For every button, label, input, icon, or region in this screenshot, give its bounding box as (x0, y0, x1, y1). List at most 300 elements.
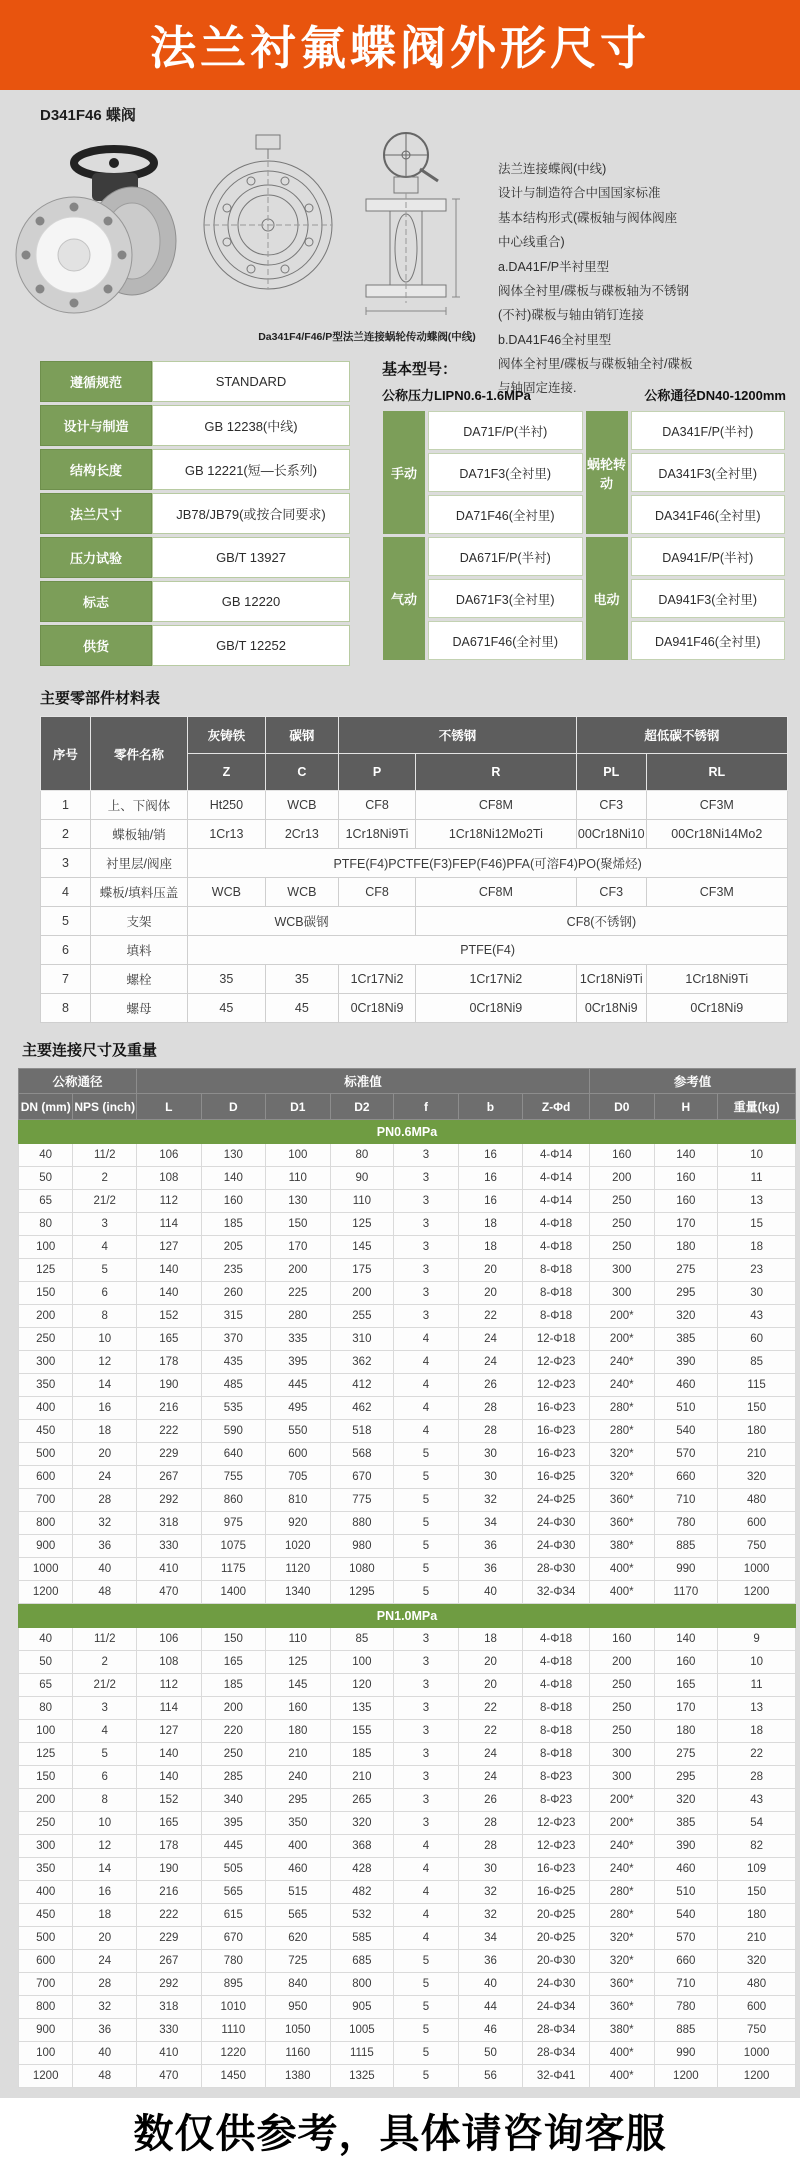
table-row (19, 1973, 796, 1996)
dimension-cell: 8-Φ23 (523, 1789, 590, 1812)
dimension-cell: 30 (458, 1466, 522, 1489)
dimension-cell: 368 (330, 1835, 394, 1858)
dimension-cell: 140 (137, 1259, 201, 1282)
dimension-cell: 360* (590, 1489, 654, 1512)
dimension-cell: 300 (590, 1743, 654, 1766)
drawing-caption: Da341F4/F46/P型法兰连接蜗轮传动蝶阀(中线) (258, 331, 476, 343)
dimension-column-header: 重量(kg) (718, 1094, 796, 1120)
dimension-cell: 395 (201, 1812, 265, 1835)
dimension-cell: 8-Φ18 (523, 1259, 590, 1282)
material-cell: WCB (265, 791, 339, 820)
footer-bar (0, 2098, 800, 2162)
material-cell: CF3M (646, 791, 787, 820)
material-cell: 35 (265, 965, 339, 994)
dimension-cell: 990 (654, 2042, 718, 2065)
dimension-cell: 3 (73, 1697, 137, 1720)
dimension-cell: 13 (718, 1697, 796, 1720)
dimension-cell: 160 (654, 1651, 718, 1674)
dimension-cell: 620 (266, 1927, 330, 1950)
dimension-cell: 18 (458, 1236, 522, 1259)
description-line: 中心线重合) (498, 235, 565, 250)
dimension-cell: 160 (201, 1190, 265, 1213)
table-row (19, 1466, 796, 1489)
table-row (19, 1397, 796, 1420)
dimension-cell: 50 (458, 2042, 522, 2065)
dimension-cell: 36 (458, 1535, 522, 1558)
dimension-cell: 860 (201, 1489, 265, 1512)
material-cell: CF8 (339, 878, 416, 907)
dimension-cell: 24-Φ30 (523, 1512, 590, 1535)
dimension-cell: 16-Φ23 (523, 1397, 590, 1420)
dimension-cell: 4-Φ14 (523, 1167, 590, 1190)
dimension-cell: 3 (394, 1766, 458, 1789)
dimension-cell: 20 (458, 1259, 522, 1282)
spec-label: 压力试验 (40, 537, 152, 578)
dimension-cell: 28 (458, 1812, 522, 1835)
dimension-cell: 85 (718, 1351, 796, 1374)
dimension-cell: 16-Φ23 (523, 1420, 590, 1443)
dimension-cell: 1200 (19, 2065, 73, 2088)
table-row (19, 1628, 796, 1651)
dimension-cell: 280* (590, 1881, 654, 1904)
dimension-cell: 1450 (201, 2065, 265, 2088)
material-cell: 蝶板轴/销 (90, 820, 187, 849)
table-row (41, 965, 788, 994)
material-cell: 1 (41, 791, 91, 820)
dimension-cell: 5 (394, 1466, 458, 1489)
dimension-cell: 210 (718, 1927, 796, 1950)
dimension-cell: 8-Φ18 (523, 1697, 590, 1720)
drawing-side-section-view (350, 129, 476, 321)
dimension-cell: 18 (718, 1236, 796, 1259)
dimension-cell: 5 (394, 1489, 458, 1512)
dimension-cell: 5 (394, 1973, 458, 1996)
dimension-cell: 100 (266, 1144, 330, 1167)
dimension-column-header: f (394, 1094, 458, 1120)
dimension-cell: 140 (137, 1743, 201, 1766)
dimension-cell: 255 (330, 1305, 394, 1328)
dimension-cell: 1220 (201, 2042, 265, 2065)
table-row (41, 791, 788, 820)
spec-label: 结构长度 (40, 449, 152, 490)
dimension-group-header: 标准值 (137, 1069, 590, 1094)
dimension-cell: 5 (73, 1743, 137, 1766)
dimension-cell: 250 (19, 1328, 73, 1351)
dimension-cell: 135 (330, 1697, 394, 1720)
dimension-cell: 600 (19, 1950, 73, 1973)
dimension-cell: 1000 (19, 1558, 73, 1581)
dimension-cell: 500 (19, 1927, 73, 1950)
dimension-cell: 360* (590, 1512, 654, 1535)
dimension-cell: 36 (73, 1535, 137, 1558)
dimension-cell: 28 (718, 1766, 796, 1789)
dimension-cell: 125 (19, 1743, 73, 1766)
model-code-cell: DA341F3(全衬里) (631, 453, 786, 492)
dimension-group-header: 公称通径 (19, 1069, 137, 1094)
material-cell: 45 (188, 994, 265, 1023)
dimension-column-header: L (137, 1094, 201, 1120)
dimension-cell: 780 (654, 1512, 718, 1535)
dimension-cell: 32 (458, 1904, 522, 1927)
dimension-cell: 1175 (201, 1558, 265, 1581)
dimension-cell: 165 (137, 1812, 201, 1835)
dimension-cell: 280 (266, 1305, 330, 1328)
dimension-cell: 40 (458, 1581, 522, 1604)
material-cell: 5 (41, 907, 91, 936)
dimension-cell: 180 (266, 1720, 330, 1743)
material-cell: 2Cr13 (265, 820, 339, 849)
dimension-column-header: D0 (590, 1094, 654, 1120)
drive-type-cell: 手动 (383, 411, 425, 534)
material-cell: 1Cr13 (188, 820, 265, 849)
dimension-cell: 600 (19, 1466, 73, 1489)
dimension-cell: 8-Φ23 (523, 1766, 590, 1789)
dimension-cell: 80 (19, 1213, 73, 1236)
dimension-cell: 250 (590, 1697, 654, 1720)
dimension-cell: 150 (718, 1881, 796, 1904)
model-code-cell: DA671F3(全衬里) (428, 579, 583, 618)
table-row (41, 849, 788, 878)
table-row (19, 1697, 796, 1720)
material-cell: CF8M (415, 791, 576, 820)
dimension-cell: 240* (590, 1374, 654, 1397)
model-column (380, 358, 788, 669)
material-cell: 6 (41, 936, 91, 965)
dimension-cell: 330 (137, 2019, 201, 2042)
dimension-cell: 275 (654, 1259, 718, 1282)
dimension-cell: 585 (330, 1927, 394, 1950)
dimension-cell: 140 (137, 1766, 201, 1789)
dimension-cell: 22 (718, 1743, 796, 1766)
dimension-cell: 200 (266, 1259, 330, 1282)
spec-value: GB/T 12252 (152, 625, 350, 666)
dimension-cell: 300 (590, 1282, 654, 1305)
spec-label: 标志 (40, 581, 152, 622)
dimension-cell: 400* (590, 2065, 654, 2088)
dimension-cell: 540 (654, 1904, 718, 1927)
dimension-cell: 190 (137, 1374, 201, 1397)
dimension-cell: 18 (718, 1720, 796, 1743)
dimension-cell: 4-Φ18 (523, 1651, 590, 1674)
page-title: 法兰衬氟蝶阀外形尺寸 (150, 22, 650, 74)
material-cell: CF3M (646, 878, 787, 907)
dimension-cell: 14 (73, 1374, 137, 1397)
dimension-cell: 250 (590, 1720, 654, 1743)
dimension-cell: 11/2 (73, 1628, 137, 1651)
dimension-cell: 1115 (330, 2042, 394, 2065)
dimension-cell: 10 (718, 1144, 796, 1167)
spec-column (40, 358, 358, 669)
dimension-cell: 24 (458, 1766, 522, 1789)
dimension-cell: 4 (394, 1927, 458, 1950)
dimension-cell: 505 (201, 1858, 265, 1881)
dimension-cell: 1075 (201, 1535, 265, 1558)
dimension-cell: 700 (19, 1973, 73, 1996)
dimension-cell: 34 (458, 1927, 522, 1950)
pressure-band-label: PN1.0MPa (19, 1604, 796, 1628)
dimension-cell: 460 (266, 1858, 330, 1881)
dimension-cell: 370 (201, 1328, 265, 1351)
dimension-cell: 140 (654, 1144, 718, 1167)
dimension-cell: 90 (330, 1167, 394, 1190)
dimension-cell: 3 (394, 1144, 458, 1167)
dimension-cell: 5 (394, 2065, 458, 2088)
dimension-cell: 210 (330, 1766, 394, 1789)
model-code-cell: DA941F46(全衬里) (631, 621, 786, 660)
spec-label: 法兰尺寸 (40, 493, 152, 534)
dimension-cell: 43 (718, 1305, 796, 1328)
dimension-cell: 267 (137, 1950, 201, 1973)
dimension-cell: 40 (73, 2042, 137, 2065)
dimension-cell: 4 (73, 1236, 137, 1259)
dimension-cell: 10 (73, 1812, 137, 1835)
dimension-cell: 5 (394, 1443, 458, 1466)
dimension-cell: 150 (19, 1282, 73, 1305)
dimension-cell: 180 (718, 1420, 796, 1443)
material-cell: 3 (41, 849, 91, 878)
dimension-cell: 550 (266, 1420, 330, 1443)
dimension-column-header: H (654, 1094, 718, 1120)
dimension-cell: 435 (201, 1351, 265, 1374)
dimension-cell: 20-Φ30 (523, 1950, 590, 1973)
dimension-cell: 755 (201, 1466, 265, 1489)
material-cell: CF8 (339, 791, 416, 820)
spec-model-section (12, 358, 788, 669)
dimension-cell: 30 (718, 1282, 796, 1305)
dimension-cell: 240* (590, 1858, 654, 1881)
dimension-cell: 11 (718, 1167, 796, 1190)
page-banner (0, 0, 800, 90)
dimension-cell: 280* (590, 1904, 654, 1927)
dimension-cell: 14 (73, 1858, 137, 1881)
material-cell: 蝶板/填料压盖 (90, 878, 187, 907)
dimension-cell: 568 (330, 1443, 394, 1466)
dimension-cell: 1080 (330, 1558, 394, 1581)
dimension-cell: 1200 (718, 1581, 796, 1604)
dimension-cell: 710 (654, 1973, 718, 1996)
table-row (40, 537, 350, 578)
dimension-cell: 360* (590, 1996, 654, 2019)
product-model-label: D341F46 蝶阀 (40, 107, 136, 124)
dimension-cell: 112 (137, 1674, 201, 1697)
pressure-section-band (19, 1604, 796, 1628)
dimension-cell: 670 (201, 1927, 265, 1950)
dimension-cell: 32 (458, 1881, 522, 1904)
dimension-cell: 100 (330, 1651, 394, 1674)
dimension-cell: 22 (458, 1720, 522, 1743)
dimension-cell: 18 (458, 1628, 522, 1651)
dimension-cell: 2 (73, 1167, 137, 1190)
dimension-cell: 16-Φ25 (523, 1466, 590, 1489)
material-cell: 1Cr17Ni2 (339, 965, 416, 994)
material-cell: 1Cr18Ni9Ti (576, 965, 646, 994)
model-code-cell: DA71F/P(半衬) (428, 411, 583, 450)
dimension-cell: 400* (590, 1558, 654, 1581)
dimension-cell: 1120 (266, 1558, 330, 1581)
material-cell: CF3 (576, 791, 646, 820)
material-cell: 7 (41, 965, 91, 994)
dimension-cell: 900 (19, 2019, 73, 2042)
materials-header-cell: PL (576, 754, 646, 791)
dimension-cell: 5 (73, 1259, 137, 1282)
table-row (40, 449, 350, 490)
dimension-cell: 700 (19, 1489, 73, 1512)
dimension-cell: 428 (330, 1858, 394, 1881)
dimension-cell: 5 (394, 1535, 458, 1558)
materials-header-cell: 超低碳不锈钢 (576, 717, 787, 754)
dimension-cell: 1200 (19, 1581, 73, 1604)
dimension-cell: 8-Φ18 (523, 1743, 590, 1766)
material-cell: 填料 (90, 936, 187, 965)
dimension-cell: 16-Φ25 (523, 1881, 590, 1904)
dimension-cell: 3 (394, 1305, 458, 1328)
dimension-cell: 16 (458, 1167, 522, 1190)
dimension-cell: 24-Φ25 (523, 1489, 590, 1512)
description-line: 设计与制造符合中国国家标准 (498, 186, 661, 201)
dimension-cell: 1295 (330, 1581, 394, 1604)
table-row (19, 2019, 796, 2042)
dimension-cell: 750 (718, 1535, 796, 1558)
dimension-cell: 222 (137, 1904, 201, 1927)
dimension-cell: 22 (458, 1697, 522, 1720)
dimension-cell: 300 (590, 1766, 654, 1789)
materials-header-cell: 不锈钢 (339, 717, 577, 754)
material-cell: 35 (188, 965, 265, 994)
dimension-cell: 318 (137, 1996, 201, 2019)
dimension-cell: 600 (718, 1512, 796, 1535)
dimension-cell: 265 (330, 1789, 394, 1812)
dimension-cell: 3 (394, 1236, 458, 1259)
dimension-cell: 8 (73, 1305, 137, 1328)
dimension-cell: 24 (458, 1743, 522, 1766)
content-area (0, 90, 800, 2088)
dimension-cell: 229 (137, 1443, 201, 1466)
dimension-cell: 110 (266, 1167, 330, 1190)
dimension-cell: 24-Φ30 (523, 1535, 590, 1558)
dimension-cell: 5 (394, 1996, 458, 2019)
dimension-cell: 6 (73, 1766, 137, 1789)
dimension-cell: 385 (654, 1812, 718, 1835)
dimension-cell: 32 (73, 1512, 137, 1535)
dimension-cell: 36 (458, 1558, 522, 1581)
dimension-cell: 320* (590, 1466, 654, 1489)
dimension-cell: 980 (330, 1535, 394, 1558)
dimension-cell: 1380 (266, 2065, 330, 2088)
dimension-cell: 895 (201, 1973, 265, 1996)
materials-header-cell: C (265, 754, 339, 791)
materials-header-cell: 碳钢 (265, 717, 339, 754)
dimension-cell: 390 (654, 1835, 718, 1858)
dimension-cell: 410 (137, 2042, 201, 2065)
dimension-cell: 905 (330, 1996, 394, 2019)
dimension-cell: 170 (266, 1236, 330, 1259)
dimension-cell: 4 (394, 1374, 458, 1397)
dimension-cell: 3 (394, 1651, 458, 1674)
dimension-cell: 1200 (718, 2065, 796, 2088)
dimension-cell: 1400 (201, 1581, 265, 1604)
dimension-cell: 178 (137, 1835, 201, 1858)
materials-header-cell: R (415, 754, 576, 791)
dimension-cell: 12-Φ23 (523, 1351, 590, 1374)
table-header-row (41, 717, 788, 754)
dimension-cell: 1200 (654, 2065, 718, 2088)
spec-value: STANDARD (152, 361, 350, 402)
product-photo (12, 129, 192, 327)
table-row (41, 936, 788, 965)
material-cell: 0Cr18Ni9 (576, 994, 646, 1023)
dimension-cell: 4 (394, 1881, 458, 1904)
dimension-cell: 12-Φ23 (523, 1835, 590, 1858)
technical-drawings (192, 129, 482, 327)
dimension-cell: 216 (137, 1397, 201, 1420)
dimension-cell: 108 (137, 1651, 201, 1674)
material-cell: 支架 (90, 907, 187, 936)
dimension-cell: 710 (654, 1489, 718, 1512)
table-row (19, 1558, 796, 1581)
dimension-cell: 300 (19, 1351, 73, 1374)
table-row (19, 1190, 796, 1213)
model-code-cell: DA671F/P(半衬) (428, 537, 583, 576)
model-code-cell: DA71F46(全衬里) (428, 495, 583, 534)
dimension-cell: 3 (394, 1720, 458, 1743)
dimension-cell: 180 (654, 1720, 718, 1743)
table-row (19, 1789, 796, 1812)
dimension-cell: 250 (590, 1236, 654, 1259)
dimension-cell: 109 (718, 1858, 796, 1881)
material-cell: 2 (41, 820, 91, 849)
description-line: 阀体全衬里/碟板与碟板轴全衬/碟板 (498, 357, 693, 371)
dimension-cell: 250 (590, 1190, 654, 1213)
dimension-cell: 150 (201, 1628, 265, 1651)
dimension-cell: 127 (137, 1236, 201, 1259)
dimension-cell: 180 (718, 1904, 796, 1927)
dimension-cell: 4 (73, 1720, 137, 1743)
table-row (19, 1766, 796, 1789)
table-row (19, 1881, 796, 1904)
dimension-cell: 780 (201, 1950, 265, 1973)
dimension-cell: 5 (394, 2042, 458, 2065)
material-cell: 1Cr17Ni2 (415, 965, 576, 994)
description-line: 基本结构形式(碟板轴与阀体阀座 (498, 210, 678, 225)
spec-value: GB 12221(短—长系列) (152, 449, 350, 490)
description-line: (不衬)碟板与轴由销钉连接 (498, 308, 644, 323)
dimension-cell: 152 (137, 1305, 201, 1328)
dimension-cell: 229 (137, 1927, 201, 1950)
footer-text: 数仅供参考，具体请咨询客服 (133, 2111, 667, 2156)
dimension-cell: 885 (654, 2019, 718, 2042)
material-cell: 8 (41, 994, 91, 1023)
dimension-cell: 4-Φ14 (523, 1190, 590, 1213)
material-cell: 衬里层/阀座 (90, 849, 187, 878)
dimension-cell: 200* (590, 1789, 654, 1812)
table-row (41, 994, 788, 1023)
table-row (19, 1489, 796, 1512)
dimension-cell: 100 (19, 1236, 73, 1259)
dimension-cell: 8-Φ18 (523, 1305, 590, 1328)
dimension-cell: 292 (137, 1489, 201, 1512)
dimension-cell: 13 (718, 1190, 796, 1213)
model-sub-labels (382, 385, 786, 404)
dimension-cell: 48 (73, 2065, 137, 2088)
dimension-cell: 660 (654, 1466, 718, 1489)
dimension-cell: 185 (330, 1743, 394, 1766)
dimension-cell: 295 (266, 1789, 330, 1812)
material-cell: WCB (265, 878, 339, 907)
dimension-cell: 24 (73, 1466, 137, 1489)
dimension-cell: 685 (330, 1950, 394, 1973)
dimension-cell: 114 (137, 1213, 201, 1236)
dimension-cell: 48 (73, 1581, 137, 1604)
